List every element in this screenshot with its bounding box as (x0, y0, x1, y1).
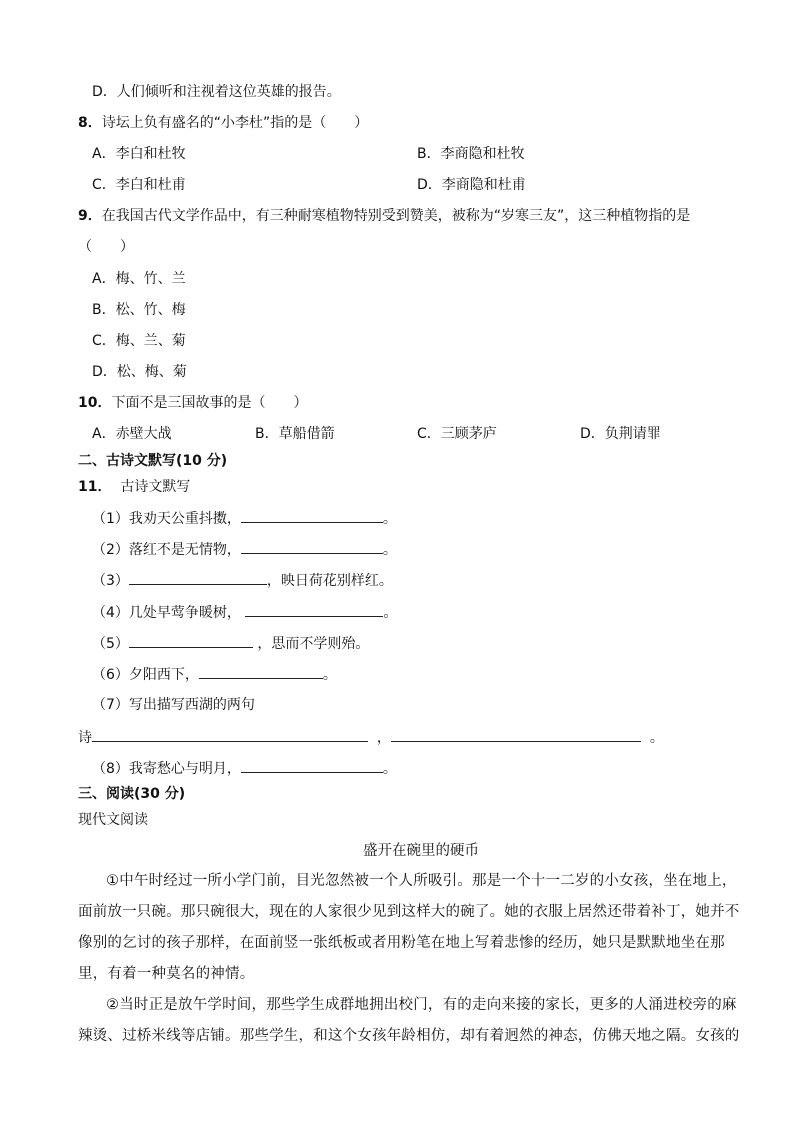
q11-item-3 (92, 570, 393, 591)
section2-heading (78, 451, 227, 471)
q10-stem-line (78, 393, 307, 413)
q10-option-c: C．三顾茅庐 (417, 426, 497, 442)
q11-item-8-post: 。 (382, 761, 397, 777)
q11-item-6-post: 。 (322, 667, 337, 683)
q11-item-1 (92, 508, 397, 529)
q11-item-2 (92, 539, 397, 560)
q10-option-d: D．负荆请罪 (580, 426, 661, 442)
section3-title: 三、阅读 (78, 786, 134, 802)
q10-option-b: B．草船借箭 (255, 426, 335, 442)
section2-title: 二、古诗文默写 (78, 453, 176, 469)
passage-title: 盛开在碗里的硬币 (363, 843, 479, 859)
q11-number: 11． (78, 479, 112, 495)
q7-option-d: D．人们倾听和注视着这位英雄的报告。 (92, 84, 341, 100)
q10-option-a: A．赤壁大战 (92, 426, 172, 442)
q9-option-b: B．松、竹、梅 (92, 302, 186, 318)
q11-item-7 (92, 695, 255, 715)
q11-item-4-blank[interactable] (245, 602, 383, 617)
q11-poem-comma: ， (376, 730, 391, 746)
q11-item-3-post: ，映日荷花别样红。 (266, 573, 393, 589)
q11-item-4-post: 。 (383, 605, 398, 621)
q11-item-2-pre: （2）落红不是无情物， (92, 542, 241, 558)
q8-option-a: A．李白和杜牧 (92, 146, 186, 162)
q9-stem-line (78, 206, 690, 226)
q9-option-d: D．松、梅、菊 (92, 364, 187, 380)
q11-item-6-pre: （6）夕阳西下， (92, 667, 199, 683)
section3-subtitle: 现代文阅读 (78, 812, 148, 828)
q11-item-5-blank[interactable] (129, 633, 253, 648)
q11-item-6 (92, 664, 337, 685)
paragraph-2-marker: ② (106, 997, 120, 1013)
q9-stem: 在我国古代文学作品中，有三种耐寒植物特别受到赞美，被称为“岁寒三友”，这三种植物指的是 (101, 208, 691, 224)
q10-stem: 下面不是三国故事的是（ ） (111, 395, 308, 411)
q11-item-6-blank[interactable] (199, 664, 323, 679)
paragraph-2-text: 当时正是放午学时间，那些学生成群地拥出校门，有的走向来接的家长，更多的人涌进校旁的麻辣烫、过桥米线等店铺。那些学生，和这个女孩年龄相仿，却有着迥然的神态，仿佛天地之隔。女孩的 (78, 997, 740, 1044)
q11-item-1-pre: （1）我劝天公重抖擞， (92, 511, 241, 527)
section2-score: (10 分) (176, 453, 228, 469)
q11-poem-blank-2[interactable] (391, 727, 641, 742)
q11-item-8-pre: （8）我寄愁心与明月， (92, 761, 241, 777)
q11-item-8 (92, 758, 397, 779)
q11-title: 古诗文默写 (120, 479, 191, 495)
paragraph-1-marker: ① (106, 873, 120, 889)
q11-poem-prefix: 诗 (78, 730, 92, 746)
q11-item-4-pre: （4）几处早莺争暖树， (92, 605, 241, 621)
q8-number: 8． (78, 115, 102, 131)
q11-item-3-pre: （3） (92, 573, 129, 589)
q11-heading (78, 477, 190, 497)
q9-paren: （ ） (78, 239, 134, 255)
q8-option-d: D．李商隐和杜甫 (417, 177, 526, 193)
q9-option-c: C．梅、兰、菊 (92, 333, 186, 349)
q11-poem-blank-1[interactable] (92, 727, 368, 742)
q11-item-5-post: ，思而不学则殆。 (257, 636, 370, 652)
q11-item-2-post: 。 (382, 542, 397, 558)
passage-paragraph-1 (78, 866, 746, 990)
passage-paragraph-2 (78, 990, 746, 1052)
q8-option-b: B．李商隐和杜牧 (417, 146, 525, 162)
q11-item-1-blank[interactable] (241, 508, 383, 523)
q11-item-2-blank[interactable] (241, 539, 383, 554)
q11-item-7-pre: （7）写出描写西湖的两句 (92, 697, 255, 713)
q8-option-c: C．李白和杜甫 (92, 177, 186, 193)
q11-item-8-blank[interactable] (241, 758, 383, 773)
q9-option-a: A．梅、竹、兰 (92, 271, 186, 287)
q11-item-5-pre: （5） (92, 636, 129, 652)
q11-item-4 (92, 602, 397, 623)
q11-item-3-blank[interactable] (129, 570, 267, 585)
q9-number: 9． (78, 208, 102, 224)
q8-stem-line (78, 113, 368, 133)
paragraph-1-text: 中午时经过一所小学门前，目光忽然被一个人所吸引。那是一个十一二岁的小女孩，坐在地上，面前放一只碗。那只碗很大，现在的人家很少见到这样大的碗了。她的衣服上居然还带着补丁，她并不像别的乞讨的孩子那样，在面前竖一张纸板或者用粉笔在地上写着悲惨的经历，她只是默默地坐在那里，有着一种莫名的神情。 (78, 873, 740, 982)
section3-heading (78, 784, 185, 804)
q10-number: 10． (78, 395, 112, 411)
q11-item-1-post: 。 (382, 511, 397, 527)
q11-poem-end: 。 (649, 730, 664, 746)
q8-stem: 诗坛上负有盛名的“小李杜”指的是（ ） (101, 115, 369, 131)
section3-score: (30 分) (134, 786, 186, 802)
q11-poem-line (78, 727, 664, 748)
q11-item-5 (92, 633, 369, 654)
